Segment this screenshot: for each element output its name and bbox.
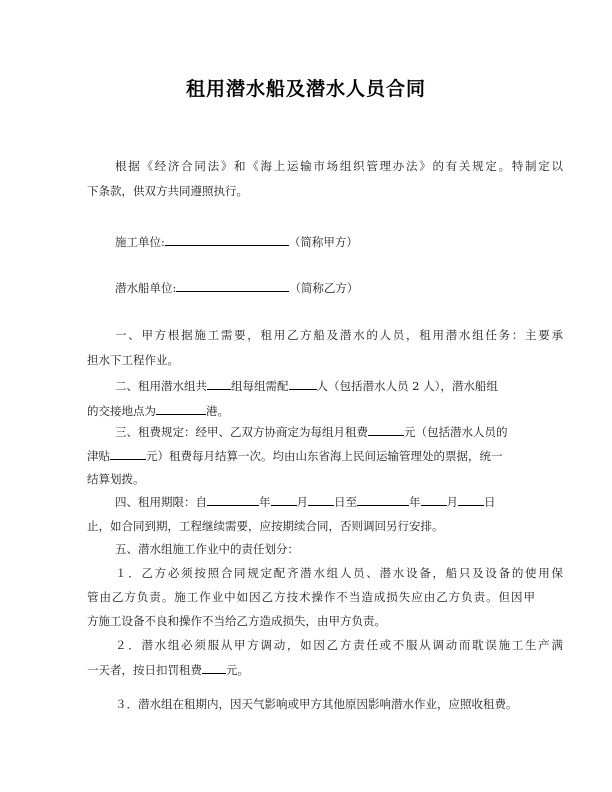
clause-4-text: 年 — [409, 495, 421, 509]
party-a-input[interactable] — [165, 234, 289, 246]
clause-5-item-2-line-1: ２．潜水组必须服从甲方调动，如因乙方责任或不服从调动而耽误施工生产满 — [115, 638, 563, 652]
start-day-input[interactable] — [308, 494, 334, 506]
party-b-label: 潜水船单位: — [115, 281, 177, 295]
clause-5-item-3-line-1: ３．潜水组在租期内，因天气影响或甲方其他原因影响潜水作业，应照收租费。 — [115, 697, 518, 711]
clause-4-line-1 — [87, 494, 563, 509]
clause-4-text: 日 — [484, 495, 496, 509]
clause-3-text: 元（包括潜水人员的 — [404, 425, 508, 439]
party-b-suffix: （简称乙方） — [289, 281, 359, 295]
clause-4-text: 年 — [259, 495, 271, 509]
handover-port-input[interactable] — [156, 403, 206, 415]
clause-4-text: 月 — [296, 495, 308, 509]
clause-5-item-2-line-2 — [87, 662, 535, 677]
clause-4-text: 月 — [446, 495, 458, 509]
clause-4-line-2: 止，如合同到期，工程继续需要，应按期续合同，否则调回另行安排。 — [87, 519, 444, 533]
monthly-fee-input[interactable] — [368, 424, 404, 436]
clause-2-line-1 — [87, 378, 563, 393]
clause-5-item-1-line-3: 方施工设备不良和操作不当给乙方造成损失，由甲方负责。 — [87, 614, 386, 628]
clause-3-text: 三、租费规定：经甲、乙双方协商定为每组月租费 — [115, 425, 368, 439]
clause-3-line-1 — [87, 424, 563, 439]
penalty-fee-input[interactable] — [202, 662, 226, 674]
clause-2-text: 人（包括潜水人员 2 人），潜水船组 — [316, 379, 498, 393]
party-a-suffix: （简称甲方） — [288, 235, 358, 249]
clause-3-line-3: 结算划拨。 — [87, 472, 145, 486]
clause-2-text: 的交接地点为 — [87, 404, 156, 418]
clause-2-text: 二、租用潜水组共 — [115, 379, 207, 393]
party-a-label: 施工单位: — [115, 235, 165, 249]
groups-count-input[interactable] — [207, 378, 231, 390]
allowance-input[interactable] — [110, 448, 146, 460]
start-year-input[interactable] — [207, 494, 259, 506]
clause-2-text: 港。 — [206, 404, 229, 418]
start-month-input[interactable] — [271, 494, 297, 506]
document-title: 租用潜水船及潜水人员合同 — [185, 78, 426, 100]
clause-1-line-2: 担水下工程作业。 — [87, 353, 179, 367]
party-a-field — [87, 234, 563, 249]
preamble-line-1: 根据《经济合同法》和《海上运输市场组织管理办法》的有关规定。特制定以 — [115, 159, 563, 173]
preamble-line-2: 下条款，供双方共同遵照执行。 — [87, 184, 248, 198]
clause-5-item-1-line-1: １．乙方必须按照合同规定配齐潜水组人员、潜水设备，船只及设备的使用保 — [115, 566, 563, 580]
clause-3-text: 津贴 — [87, 449, 110, 463]
clause-5-item-2-text: 一天者，按日扣罚租费 — [87, 663, 202, 677]
clause-5-heading: 五、潜水组施工作业中的责任划分： — [115, 542, 299, 556]
end-month-input[interactable] — [421, 494, 447, 506]
end-year-input[interactable] — [357, 494, 409, 506]
party-b-input[interactable] — [176, 280, 289, 292]
party-b-field — [87, 280, 563, 295]
clause-4-text: 四、租用期限：自 — [115, 495, 207, 509]
end-day-input[interactable] — [458, 494, 484, 506]
clause-4-text: 日至 — [334, 495, 357, 509]
clause-3-line-2 — [87, 448, 535, 463]
clause-3-text: 元）租费每月结算一次。均由山东省海上民间运输管理处的票据，统一 — [146, 449, 503, 463]
clause-2-text: 组每组需配 — [231, 379, 289, 393]
clause-2-line-2 — [87, 403, 535, 418]
persons-per-group-input[interactable] — [289, 378, 317, 390]
clause-5-item-2-text: 元。 — [226, 663, 249, 677]
clause-1-line-1: 一、甲方根据施工需要，租用乙方船及潜水的人员，租用潜水组任务：主要承 — [115, 328, 563, 342]
clause-5-item-1-line-2: 管由乙方负责。施工作业中如因乙方技术操作不当造成损失应由乙方负责。但因甲 — [87, 590, 535, 604]
